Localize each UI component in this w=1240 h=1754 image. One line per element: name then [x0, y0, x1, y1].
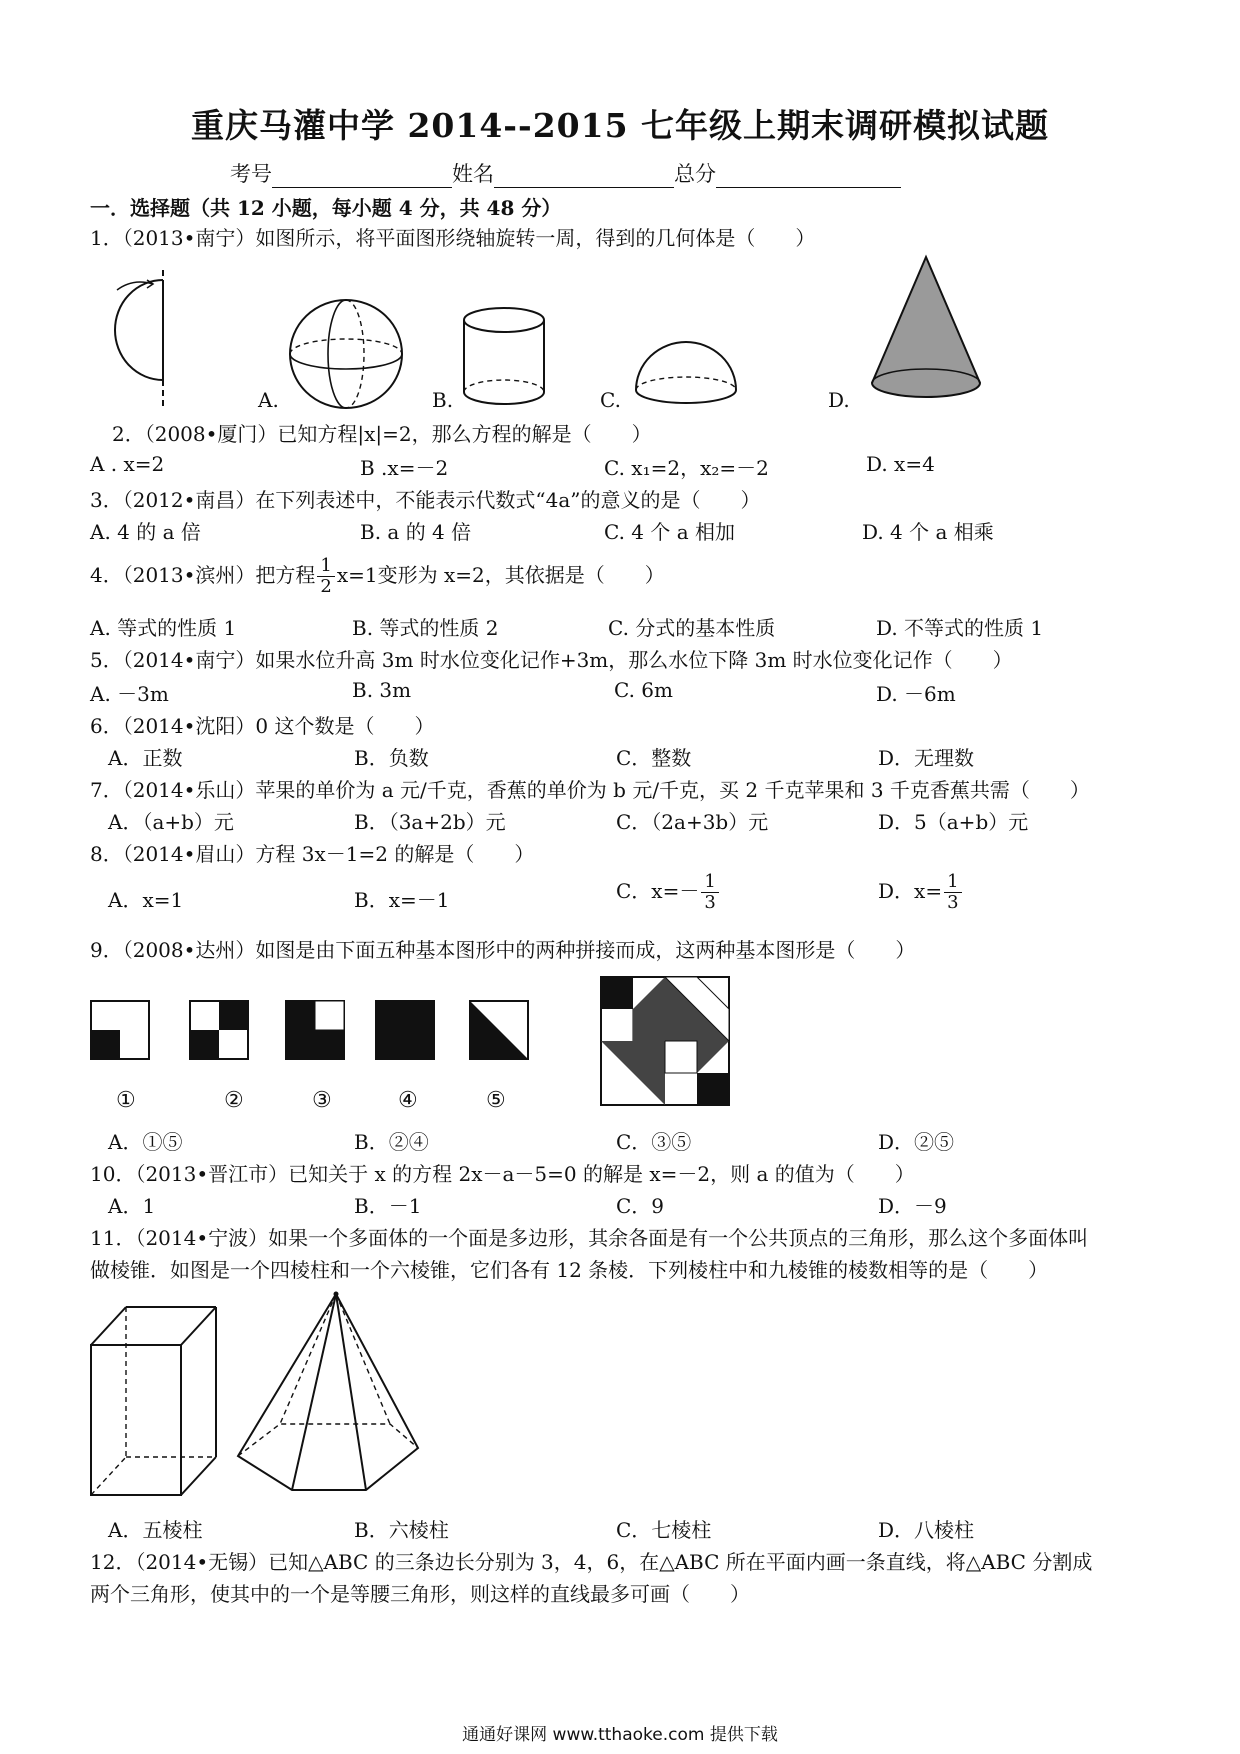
q9-option-a: A．①⑤	[108, 1130, 183, 1154]
q6-option-b: B．负数	[354, 746, 429, 770]
q7-stem: 7．（2014•乐山）苹果的单价为 a 元/千克，香蕉的单价为 b 元/千克，买 2 千克苹果和 3 千克香蕉共需（ ）	[90, 778, 1090, 802]
q8-option-b: B．x=－1	[354, 888, 450, 912]
q8-option-a: A．x=1	[108, 888, 184, 912]
q8-stem: 8．（2014•眉山）方程 3x－1=2 的解是（ ）	[90, 842, 535, 866]
q6-option-a: A．正数	[108, 746, 183, 770]
q1-cone-figure	[868, 255, 988, 405]
total-score-label: 总分	[674, 162, 716, 186]
q1-option-c: C.	[600, 388, 621, 412]
page-title: 重庆马灌中学 2014--2015 七年级上期末调研模拟试题	[190, 106, 1050, 145]
q11-stem-line1: 11．（2014•宁波）如果一个多面体的一个面是多边形，其余各面是有一个公共顶点的三角形，那么这个多面体叫	[90, 1226, 1089, 1250]
q4-option-c: C. 分式的基本性质	[608, 616, 776, 640]
q11-option-b: B．六棱柱	[354, 1518, 449, 1542]
q2-option-b: B .x=－2	[360, 456, 449, 480]
q5-stem: 5．（2014•南宁）如果水位升高 3m 时水位变化记作+3m，那么水位下降 3m 时水位变化记作（ ）	[90, 648, 1013, 672]
q4-option-d: D. 不等式的性质 1	[876, 616, 1044, 640]
exam-number-blank	[272, 167, 452, 188]
q9-option-b: B．②④	[354, 1130, 429, 1154]
q10-option-c: C．9	[616, 1194, 665, 1218]
q10-option-d: D．－9	[878, 1194, 947, 1218]
q12-stem-line2: 两个三角形，使其中的一个是等腰三角形，则这样的直线最多可画（ ）	[90, 1582, 750, 1606]
q10-option-a: A．1	[108, 1194, 156, 1218]
q4-fraction: $\frac{1}{2}$	[317, 556, 334, 597]
q7-option-b: B．（3a+2b）元	[354, 810, 506, 834]
q1-sphere-figure	[288, 298, 408, 408]
q7-option-c: C．（2a+3b）元	[616, 810, 769, 834]
q10-stem: 10．（2013•晋江市）已知关于 x 的方程 2x－a－5=0 的解是 x=－2，则 a 的值为（ ）	[90, 1162, 915, 1186]
q5-option-c: C. 6m	[614, 678, 673, 702]
q4-option-b: B. 等式的性质 2	[352, 616, 499, 640]
q5-option-a: A. －3m	[90, 682, 169, 706]
q4-stem-post: x=1变形为 x=2，其依据是（ ）	[336, 563, 665, 587]
q8-option-c: C．x=－ $\frac{1}{3}$	[616, 872, 721, 913]
q11-prism-figure	[90, 1305, 220, 1505]
q3-option-d: D. 4 个 a 相乘	[862, 520, 994, 544]
q2-option-c: C. x₁=2，x₂=－2	[604, 456, 769, 480]
q6-option-d: D．无理数	[878, 746, 975, 770]
q12-stem-line1: 12．（2014•无锡）已知△ABC 的三条边长分别为 3，4，6，在△ABC 所在平面内画一条直线，将△ABC 分割成	[90, 1550, 1093, 1574]
q4-stem-pre: 4．（2013•滨州）把方程	[90, 563, 316, 587]
q9-option-c: C．③⑤	[616, 1130, 692, 1154]
q11-stem-line2: 做棱锥．如图是一个四棱柱和一个六棱锥，它们各有 12 条棱．下列棱柱中和九棱锥的棱数相等的是（ ）	[90, 1258, 1049, 1282]
q11-option-a: A．五棱柱	[108, 1518, 203, 1542]
q9-label-2: ②	[224, 1088, 244, 1113]
q4-option-a: A. 等式的性质 1	[90, 616, 237, 640]
q1-hemisphere-figure	[632, 340, 742, 410]
q2-stem: 2．（2008•厦门）已知方程|x|=2，那么方程的解是（ ）	[112, 422, 652, 446]
q9-stem: 9．（2008•达州）如图是由下面五种基本图形中的两种拼接而成，这两种基本图形是（ ）	[90, 938, 916, 962]
q4-stem	[90, 556, 665, 597]
q8-option-d: D．x= $\frac{1}{3}$	[878, 872, 964, 913]
q9-label-3: ③	[312, 1088, 332, 1113]
total-score-blank	[716, 167, 901, 188]
q6-stem: 6．（2014•沈阳）0 这个数是（ ）	[90, 714, 435, 738]
q9-label-1: ①	[116, 1088, 136, 1113]
q1-option-a: A.	[258, 388, 279, 412]
q1-cylinder-figure	[462, 306, 552, 406]
q5-option-d: D. －6m	[876, 682, 956, 706]
q1-stem: 1．（2013•南宁）如图所示，将平面图形绕轴旋转一周，得到的几何体是（ ）	[90, 226, 816, 250]
q7-option-a: A．（a+b）元	[108, 810, 234, 834]
name-label: 姓名	[452, 162, 494, 186]
q11-option-d: D．八棱柱	[878, 1518, 975, 1542]
q7-option-d: D．5（a+b）元	[878, 810, 1029, 834]
q9-basic-tiles	[90, 1000, 530, 1062]
exam-number-label: 考号	[230, 162, 272, 186]
q9-label-4: ④	[398, 1088, 418, 1113]
q1-semicircle-figure	[95, 250, 175, 410]
q2-option-d: D. x=4	[866, 452, 935, 476]
q11-option-c: C．七棱柱	[616, 1518, 712, 1542]
q3-option-c: C. 4 个 a 相加	[604, 520, 736, 544]
q10-option-b: B．－1	[354, 1194, 422, 1218]
page-footer: 通通好课网 www.tthaoke.com 提供下载	[462, 1725, 778, 1745]
q9-option-d: D．②⑤	[878, 1130, 955, 1154]
q9-label-5: ⑤	[486, 1088, 506, 1113]
q6-option-c: C．整数	[616, 746, 692, 770]
name-blank	[494, 167, 674, 188]
exam-fields	[230, 158, 901, 188]
q3-stem: 3．（2012•南昌）在下列表述中，不能表示代数式“4a”的意义的是（ ）	[90, 488, 761, 512]
q1-option-b: B.	[432, 388, 454, 412]
q5-option-b: B. 3m	[352, 678, 412, 702]
q11-pyramid-figure	[236, 1290, 426, 1500]
q9-composite-figure	[600, 976, 730, 1106]
section-heading: 一．选择题（共 12 小题，每小题 4 分，共 48 分）	[90, 196, 562, 220]
q3-option-a: A. 4 的 a 倍	[90, 520, 201, 544]
q3-option-b: B. a 的 4 倍	[360, 520, 472, 544]
q1-option-d: D.	[828, 388, 850, 412]
q2-option-a: A . x=2	[90, 452, 165, 476]
